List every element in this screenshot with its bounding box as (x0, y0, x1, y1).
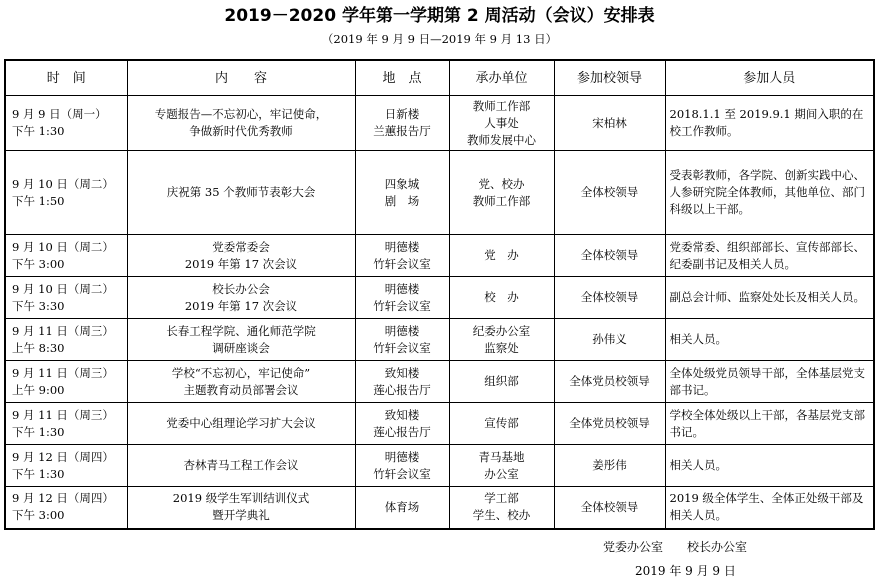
place-cell-line: 竹轩会议室 (373, 466, 431, 481)
leaders-cell-text: 全体党员校领导 (569, 374, 650, 388)
time-cell-line: 下午 1:30 (12, 466, 65, 481)
organizer-cell (449, 361, 554, 403)
attendees-cell-text: 副总会计师、监察处处长及相关人员。 (669, 290, 865, 304)
time-cell (5, 151, 127, 235)
page-title: 2019－2020 学年第一学期第 2 周活动（会议）安排表 (224, 6, 655, 26)
content-cell (127, 277, 355, 319)
organizer-cell-line: 人事处 (484, 115, 519, 130)
leaders-cell (554, 487, 665, 529)
organizer-cell-line: 党 办 (484, 248, 519, 262)
organizer-cell-line: 校 办 (484, 290, 519, 304)
table-header-row (5, 60, 874, 96)
attendees-cell-text: 全体处级党员领导干部，全体基层党支部书记。 (669, 365, 865, 397)
place-cell (355, 96, 449, 151)
organizer-cell (449, 151, 554, 235)
leaders-cell (554, 151, 665, 235)
time-cell (5, 487, 127, 529)
place-cell (355, 277, 449, 319)
attendees-cell-text: 受表彰教师，各学院、创新实践中心、人参研究院全体教师，其他单位、部门科级以上干部。 (669, 168, 865, 216)
place-cell-line: 致知楼 (384, 407, 420, 422)
attendees-cell (665, 151, 874, 235)
time-cell (5, 277, 127, 319)
header-content: 内 容 (127, 60, 355, 96)
place-cell-line: 日新楼 (384, 107, 420, 121)
time-cell-line: 9 月 12 日（周四） (12, 491, 114, 506)
leaders-cell (554, 403, 665, 445)
organizer-cell (449, 403, 554, 445)
leaders-cell (554, 319, 665, 361)
time-cell-line: 9 月 10 日（周二） (12, 281, 114, 296)
place-cell-line: 明德楼 (384, 239, 420, 254)
leaders-cell (554, 445, 665, 487)
attendees-cell-text: 2018.1.1 至 2019.9.1 期间入职的在校工作教师。 (669, 107, 864, 138)
place-cell-line: 明德楼 (384, 449, 420, 464)
content-cell (127, 235, 355, 277)
attendees-cell (665, 319, 874, 361)
time-cell-line: 9 月 10 日（周二） (12, 176, 114, 191)
time-cell (5, 319, 127, 361)
organizer-cell-line: 青马基地 (478, 449, 525, 464)
organizer-cell-line: 纪委办公室 (472, 323, 531, 338)
place-cell-line: 体育场 (384, 499, 420, 514)
time-cell-line: 下午 3:00 (12, 256, 65, 271)
content-cell (127, 361, 355, 403)
leaders-cell-text: 姜彤伟 (592, 458, 627, 472)
content-cell-line: 专题报告—不忘初心，牢记使命， (154, 107, 328, 121)
issue-date: 2019 年 9 月 9 日 (635, 564, 736, 578)
leaders-cell-text: 全体校领导 (580, 290, 639, 304)
place-cell-line: 莲心报告厅 (373, 382, 431, 397)
header-leaders: 参加校领导 (554, 60, 665, 96)
place-cell-line: 竹轩会议室 (373, 256, 431, 271)
time-cell-line: 下午 1:30 (12, 124, 65, 138)
time-cell-line: 9 月 11 日（周三） (12, 407, 114, 422)
place-cell-line: 兰蕙报告厅 (373, 124, 431, 138)
leaders-cell-text: 宋柏林 (592, 115, 627, 130)
place-cell-line: 竹轩会议室 (373, 340, 431, 355)
organizer-cell (449, 319, 554, 361)
leaders-cell (554, 235, 665, 277)
attendees-cell-text: 学校全体处级以上干部，各基层党支部书记。 (669, 407, 865, 439)
attendees-cell-text: 2019 级全体学生、全体正处级干部及相关人员。 (669, 491, 864, 523)
leaders-cell-text: 全体校领导 (580, 185, 639, 199)
organizer-cell-line: 教师发展中心 (467, 132, 536, 147)
time-cell-line: 9 月 9 日（周一） (12, 107, 107, 121)
organizer-cell (449, 445, 554, 487)
table-row (5, 361, 874, 403)
content-cell-line: 2019 年第 17 次会议 (184, 298, 298, 313)
place-cell-line: 四象城 (384, 176, 420, 191)
table-row (5, 319, 874, 361)
header-time: 时 间 (5, 60, 127, 96)
content-cell-line: 2019 年第 17 次会议 (184, 256, 298, 271)
content-cell-line: 2019 级学生军训结训仪式 (172, 491, 310, 506)
table-row (5, 235, 874, 277)
organizer-cell (449, 487, 554, 529)
place-cell-line: 竹轩会议室 (373, 298, 431, 313)
organizer-cell (449, 235, 554, 277)
table-row (5, 151, 874, 235)
attendees-cell (665, 361, 874, 403)
place-cell (355, 445, 449, 487)
time-cell (5, 403, 127, 445)
time-cell-line: 9 月 10 日（周二） (12, 239, 114, 254)
time-cell-line: 下午 1:30 (12, 424, 65, 439)
organizer-cell-line: 教师工作部 (472, 193, 531, 208)
content-cell-line: 调研座谈会 (212, 340, 270, 355)
organizer-cell-line: 党、校办 (478, 176, 525, 191)
header-attendees: 参加人员 (665, 60, 874, 96)
time-cell (5, 235, 127, 277)
content-cell-line: 暨开学典礼 (212, 508, 270, 523)
attendees-cell-text: 党委常委、组织部部长、宣传部部长、纪委副书记及相关人员。 (669, 239, 865, 271)
content-cell-line: 党委常委会 (212, 239, 270, 254)
content-cell-line: 长春工程学院、通化师范学院 (166, 323, 316, 338)
leaders-cell (554, 277, 665, 319)
leaders-cell-text: 全体校领导 (580, 499, 639, 514)
place-cell-line: 明德楼 (384, 281, 420, 296)
header-organizer: 承办单位 (449, 60, 554, 96)
table-row (5, 487, 874, 529)
place-cell (355, 235, 449, 277)
time-cell-line: 9 月 11 日（周三） (12, 323, 114, 338)
time-cell-line: 9 月 11 日（周三） (12, 365, 114, 380)
leaders-cell (554, 96, 665, 151)
place-cell-line: 剧 场 (384, 193, 420, 208)
attendees-cell (665, 235, 874, 277)
place-cell (355, 487, 449, 529)
place-cell-line: 致知楼 (384, 365, 420, 380)
attendees-cell-text: 相关人员。 (669, 458, 727, 472)
content-cell-line: 杏林青马工程工作会议 (183, 458, 299, 472)
organizer-cell-line: 学工部 (484, 491, 519, 506)
organizer-cell-line: 组织部 (484, 374, 519, 388)
attendees-cell (665, 96, 874, 151)
place-cell-line: 莲心报告厅 (373, 424, 431, 439)
content-cell-line: 党委中心组理论学习扩大会议 (166, 416, 316, 430)
time-cell-line: 下午 3:30 (12, 298, 65, 313)
attendees-cell (665, 403, 874, 445)
time-cell (5, 96, 127, 151)
date-range-subtitle: （2019 年 9 月 9 日—2019 年 9 月 13 日） (321, 32, 558, 46)
organizer-cell-line: 宣传部 (484, 416, 519, 430)
place-cell (355, 151, 449, 235)
table-row (5, 403, 874, 445)
content-cell (127, 319, 355, 361)
organizer-cell-line: 学生、校办 (472, 508, 531, 523)
leaders-cell (554, 361, 665, 403)
leaders-cell-text: 全体校领导 (580, 248, 639, 262)
time-cell-line: 上午 9:00 (12, 382, 65, 397)
table-row (5, 277, 874, 319)
content-cell-line: 主题教育动员部署会议 (183, 382, 299, 397)
place-cell (355, 319, 449, 361)
content-cell-line: 校长办公会 (212, 281, 270, 296)
content-cell-line: 庆祝第 35 个教师节表彰大会 (166, 185, 316, 199)
time-cell-line: 9 月 12 日（周四） (12, 449, 114, 464)
content-cell (127, 403, 355, 445)
organizer-cell-line: 教师工作部 (472, 98, 531, 113)
attendees-cell (665, 445, 874, 487)
organizer-cell-line: 办公室 (484, 466, 519, 481)
organizer-cell (449, 277, 554, 319)
time-cell-line: 下午 3:00 (12, 508, 65, 523)
attendees-cell (665, 277, 874, 319)
place-cell (355, 361, 449, 403)
content-cell (127, 96, 355, 151)
leaders-cell-text: 孙伟义 (592, 332, 627, 346)
schedule-table (4, 59, 875, 530)
table-row (5, 445, 874, 487)
leaders-cell-text: 全体党员校领导 (569, 416, 650, 430)
time-cell-line: 下午 1:50 (12, 193, 65, 208)
time-cell (5, 361, 127, 403)
time-cell (5, 445, 127, 487)
place-cell (355, 403, 449, 445)
content-cell (127, 151, 355, 235)
content-cell (127, 445, 355, 487)
organizer-cell (449, 96, 554, 151)
content-cell-line: 学校“不忘初心，牢记使命” (171, 365, 311, 380)
content-cell (127, 487, 355, 529)
table-row (5, 96, 874, 151)
attendees-cell-text: 相关人员。 (669, 332, 727, 346)
attendees-cell (665, 487, 874, 529)
header-place: 地 点 (355, 60, 449, 96)
issuing-offices: 党委办公室 校长办公室 (603, 540, 748, 554)
content-cell-line: 争做新时代优秀教师 (189, 124, 293, 138)
time-cell-line: 上午 8:30 (12, 340, 65, 355)
place-cell-line: 明德楼 (384, 323, 420, 338)
organizer-cell-line: 监察处 (484, 340, 519, 355)
